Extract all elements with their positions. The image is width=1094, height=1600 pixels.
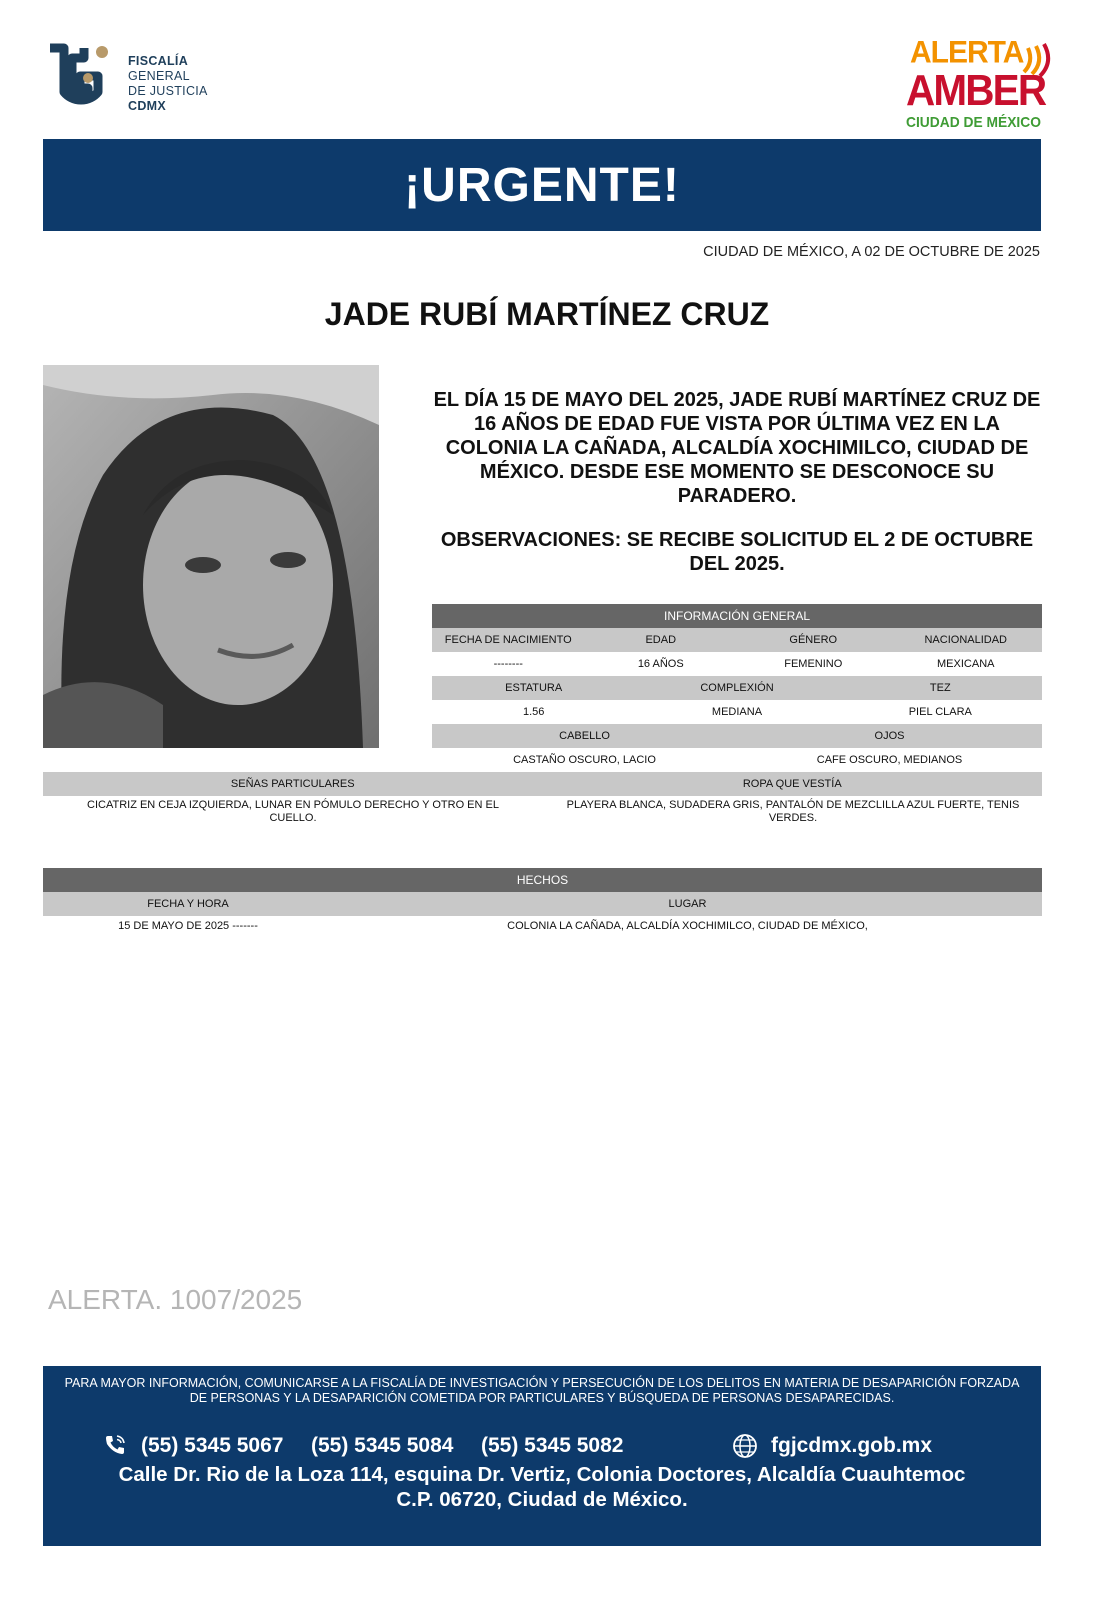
- observations-text: OBSERVACIONES: SE RECIBE SOLICITUD EL 2 DE OCTUBRE DEL 2025.: [440, 529, 1034, 575]
- hechos-title: HECHOS: [516, 873, 569, 887]
- urgent-title: ¡URGENTE!: [404, 158, 680, 212]
- footer-panel: [43, 1366, 1041, 1546]
- info-row2-headers: [432, 676, 1042, 700]
- header-height: ESTATURA: [505, 682, 563, 694]
- value-build: MEDIANA: [711, 706, 763, 718]
- value-clothing: PLAYERA BLANCA, SUDADERA GRIS, PANTALÓN DE MEZCLILLA AZUL FUERTE, TENIS VERDES.: [566, 799, 1020, 824]
- urgent-banner: [43, 139, 1041, 231]
- fgj-line-3: DE JUSTICIA: [128, 84, 208, 98]
- amber-alerta-text: ALERTA: [910, 35, 1024, 70]
- value-complexion: PIEL CLARA: [908, 706, 972, 718]
- info-row2-values: [432, 700, 1042, 724]
- header-nationality: NACIONALIDAD: [924, 634, 1008, 646]
- header-date-time: FECHA Y HORA: [147, 898, 229, 910]
- address-block: [43, 1462, 1041, 1512]
- value-date-time: 15 DE MAYO DE 2025 -------: [118, 920, 258, 932]
- phone-1[interactable]: (55) 5345 5067: [141, 1434, 284, 1457]
- fgj-line-2: GENERAL: [128, 69, 190, 83]
- amber-cdmx-text: CIUDAD DE MÉXICO: [906, 114, 1041, 131]
- value-height: 1.56: [522, 706, 545, 718]
- contact-row: [43, 1432, 1041, 1460]
- address-line-1: Calle Dr. Rio de la Loza 114, esquina Dr. Vertiz, Colonia Doctores, Alcaldía Cuauhtemoc: [118, 1463, 966, 1486]
- value-gender: FEMENINO: [784, 658, 843, 670]
- hechos-title-row: [43, 868, 1042, 892]
- value-place: COLONIA LA CAÑADA, ALCALDÍA XOCHIMILCO, CIUDAD DE MÉXICO,: [507, 920, 868, 932]
- hechos-values: [43, 916, 1042, 936]
- value-age: 16 AÑOS: [637, 658, 684, 670]
- value-distinguishing-marks: CICATRIZ EN CEJA IZQUIERDA, LUNAR EN PÓMULO DERECHO Y OTRO EN EL CUELLO.: [87, 799, 499, 824]
- person-name: JADE RUBÍ MARTÍNEZ CRUZ: [324, 296, 770, 332]
- value-eyes: CAFE OSCURO, MEDIANOS: [816, 754, 963, 766]
- info-general-title: INFORMACIÓN GENERAL: [663, 609, 810, 623]
- value-nationality: MEXICANA: [937, 658, 995, 670]
- address-line-2: C.P. 06720, Ciudad de México.: [396, 1488, 688, 1511]
- features-headers: [43, 772, 1042, 796]
- header-birthdate: FECHA DE NACIMIENTO: [444, 634, 572, 646]
- value-birthdate: --------: [493, 658, 523, 670]
- alerta-amber-logo: [906, 36, 1052, 136]
- phone-3[interactable]: (55) 5345 5082: [481, 1434, 624, 1457]
- phone-icon: [103, 1433, 127, 1457]
- header-distinguishing-marks: SEÑAS PARTICULARES: [230, 778, 355, 790]
- amber-amber-text: AMBER: [906, 66, 1046, 115]
- info-row3-values: [432, 748, 1042, 772]
- fgj-logo-text: [128, 54, 208, 114]
- header-build: COMPLEXIÓN: [700, 682, 774, 694]
- info-row1-headers: [432, 628, 1042, 652]
- phone-2[interactable]: (55) 5345 5084: [311, 1434, 454, 1457]
- info-row1-values: [432, 652, 1042, 676]
- website-link[interactable]: fgjcdmx.gob.mx: [771, 1434, 933, 1457]
- header-age: EDAD: [645, 634, 677, 646]
- header-gender: GÉNERO: [789, 634, 838, 646]
- info-row3-headers: [432, 724, 1042, 748]
- footer-note: PARA MAYOR INFORMACIÓN, COMUNICARSE A LA FISCALÍA DE INVESTIGACIÓN Y PERSECUCIÓN DE LOS DELITOS EN MATERIA DE DESAPARICIÓN FORZADA DE PERSONAS Y LA DESAPARICIÓN COMETIDA POR PARTICULARES Y BÚSQUEDA DE PERSONAS DESAPARECIDAS.: [64, 1376, 1020, 1405]
- alert-number: ALERTA. 1007/2025: [48, 1284, 303, 1315]
- header-complexion: TEZ: [929, 682, 951, 694]
- header-eyes: OJOS: [874, 730, 905, 742]
- globe-icon: [731, 1432, 759, 1460]
- value-hair: CASTAÑO OSCURO, LACIO: [513, 754, 656, 766]
- fgj-logo-icon: [44, 42, 118, 126]
- header-place: LUGAR: [668, 898, 707, 910]
- person-photo: [43, 365, 379, 748]
- info-general-title-row: [432, 604, 1042, 628]
- description-text: EL DÍA 15 DE MAYO DEL 2025, JADE RUBÍ MARTÍNEZ CRUZ DE 16 AÑOS DE EDAD FUE VISTA POR ÚLTIMA VEZ EN LA COLONIA LA CAÑADA, ALCALDÍA XOCHIMILCO, CIUDAD DE MÉXICO. DESDE ESE MOMENTO SE DESCONOCE SU PARADERO.: [433, 389, 1041, 507]
- header-hair: CABELLO: [559, 730, 610, 742]
- fgj-line-4: CDMX: [128, 99, 167, 113]
- fgj-line-1: FISCALÍA: [128, 54, 189, 68]
- header-clothing: ROPA QUE VESTÍA: [742, 778, 842, 790]
- hechos-headers: [43, 892, 1042, 916]
- fgj-logo: [44, 42, 224, 128]
- date-line: CIUDAD DE MÉXICO, A 02 DE OCTUBRE DE 2025: [703, 244, 1040, 260]
